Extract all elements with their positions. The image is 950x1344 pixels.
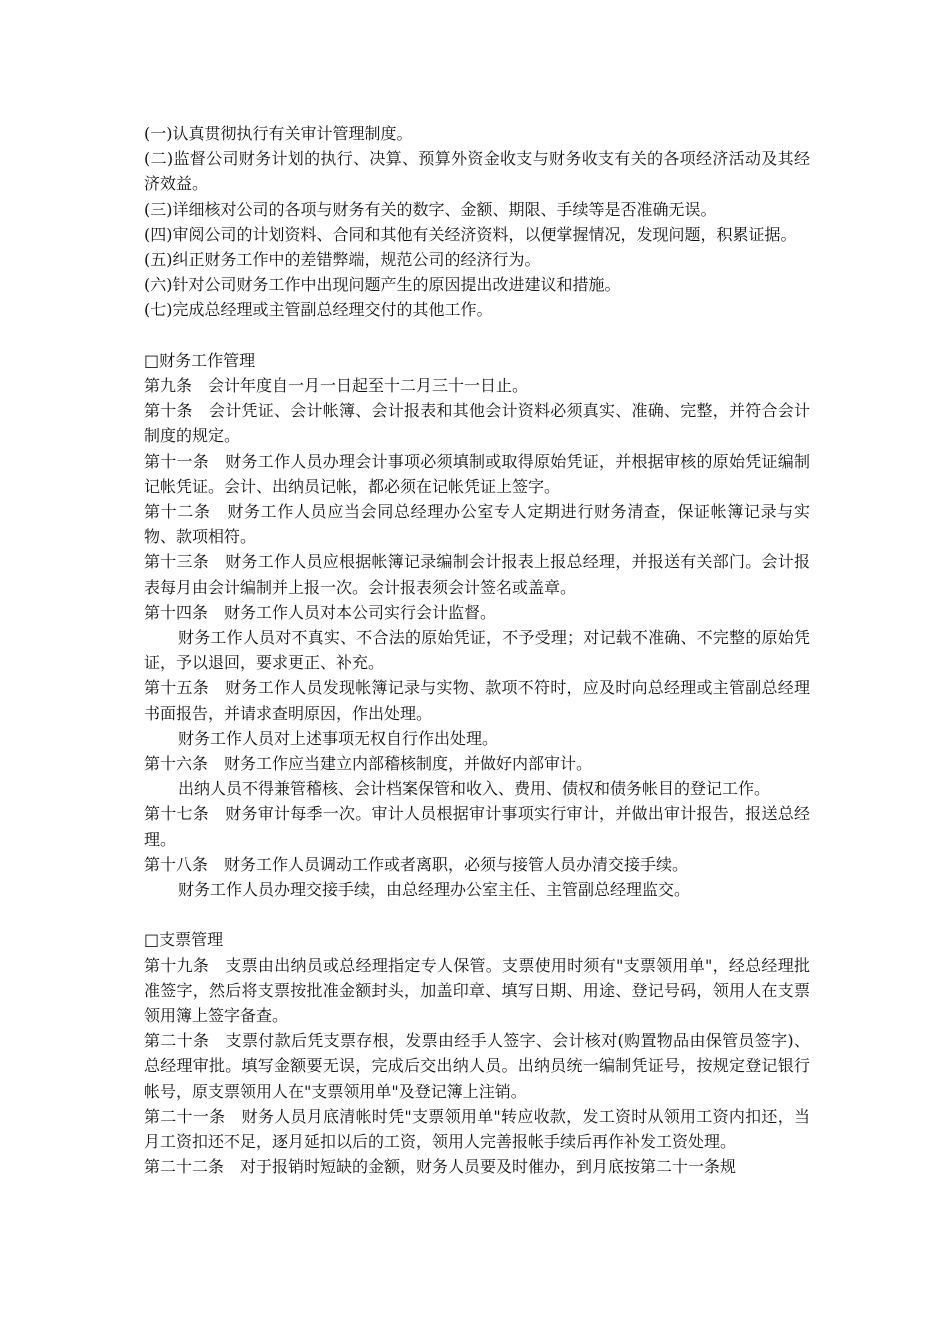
article-19: 第十九条 支票由出纳员或总经理指定专人保管。支票使用时须有"支票领用单"，经总经理批准签字，然后将支票按批准金额封头，加盖印章、填写日期、用途、登记号码，领用人在支票领用簿上签字备查。 xyxy=(144,955,810,1026)
article-18: 第十八条 财务工作人员调动工作或者离职，必须与接管人员办清交接手续。 xyxy=(144,854,689,874)
section-heading-cheque: □支票管理 xyxy=(144,930,224,950)
duty-item-2: (二)监督公司财务计划的执行、决算、预算外资金收支与财务收支有关的各项经济活动及其经济效益。 xyxy=(144,149,810,194)
duty-item-5: (五)纠正财务工作中的差错弊端，规范公司的经济行为。 xyxy=(144,250,541,270)
document-page xyxy=(144,121,810,1180)
article-15: 第十五条 财务工作人员发现帐簿记录与实物、款项不符时，应及时向总经理或主管副总经理书面报告，并请求查明原因，作出处理。 xyxy=(144,678,810,723)
section-heading-finance: □财务工作管理 xyxy=(144,350,256,370)
article-18-detail: 财务工作人员办理交接手续，由总经理办公室主任、主管副总经理监交。 xyxy=(178,880,691,900)
article-20: 第二十条 支票付款后凭支票存根，发票由经手人签字、会计核对(购置物品由保管员签字)、总经理审批。填写金额要无误，完成后交出纳人员。出纳员统一编制凭证号，按规定登记银行帐号，原支票领用人在"支票领用单"及登记簿上注销。 xyxy=(144,1031,810,1101)
duty-item-4: (四)审阅公司的计划资料、合同和其他有关经济资料，以便掌握情况，发现问题，积累证据。 xyxy=(144,224,797,244)
article-14: 第十四条 财务工作人员对本公司实行会计监督。 xyxy=(144,602,497,622)
article-13: 第十三条 财务工作人员应根据帐簿记录编制会计报表上报总经理，并报送有关部门。会计报表每月由会计编制并上报一次。会计报表须会计签名或盖章。 xyxy=(144,552,810,597)
article-22: 第二十二条 对于报销时短缺的金额，财务人员要及时催办，到月底按第二十一条规 xyxy=(144,1157,737,1177)
article-16: 第十六条 财务工作应当建立内部稽核制度，并做好内部审计。 xyxy=(144,754,593,774)
duty-item-6: (六)针对公司财务工作中出现问题产生的原因提出改进建议和措施。 xyxy=(144,275,621,295)
spacer xyxy=(144,323,810,348)
duty-item-7: (七)完成总经理或主管副总经理交付的其他工作。 xyxy=(144,300,493,320)
article-17: 第十七条 财务审计每季一次。审计人员根据审计事项实行审计，并做出审计报告，报送总经理。 xyxy=(144,804,810,849)
article-10: 第十条 会计凭证、会计帐簿、会计报表和其他会计资料必须真实、准确、完整，并符合会计制度的规定。 xyxy=(144,401,810,446)
article-9: 第九条 会计年度自一月一日起至十二月三十一日止。 xyxy=(144,376,529,396)
article-14-detail: 财务工作人员对不真实、不合法的原始凭证，不予受理；对记载不准确、不完整的原始凭证，予以退回，要求更正、补充。 xyxy=(144,628,810,673)
spacer xyxy=(144,902,810,927)
article-15-detail: 财务工作人员对上述事项无权自行作出处理。 xyxy=(178,728,499,748)
article-12: 第十二条 财务工作人员应当会同总经理办公室专人定期进行财务清查，保证帐簿记录与实物、款项相符。 xyxy=(144,502,810,547)
duty-item-1: (一)认真贯彻执行有关审计管理制度。 xyxy=(144,124,413,143)
article-16-detail: 出纳人员不得兼管稽核、会计档案保管和收入、费用、债权和债务帐目的登记工作。 xyxy=(178,779,771,799)
article-11: 第十一条 财务工作人员办理会计事项必须填制或取得原始凭证，并根据审核的原始凭证编制记帐凭证。会计、出纳员记帐，都必须在记帐凭证上签字。 xyxy=(144,451,810,496)
duty-item-3: (三)详细核对公司的各项与财务有关的数字、金额、期限、手续等是否准确无误。 xyxy=(144,199,717,219)
article-21: 第二十一条 财务人员月底清帐时凭"支票领用单"转应收款，发工资时从领用工资内扣还，当月工资扣还不足，逐月延扣以后的工资，领用人完善报帐手续后再作补发工资处理。 xyxy=(144,1106,810,1152)
